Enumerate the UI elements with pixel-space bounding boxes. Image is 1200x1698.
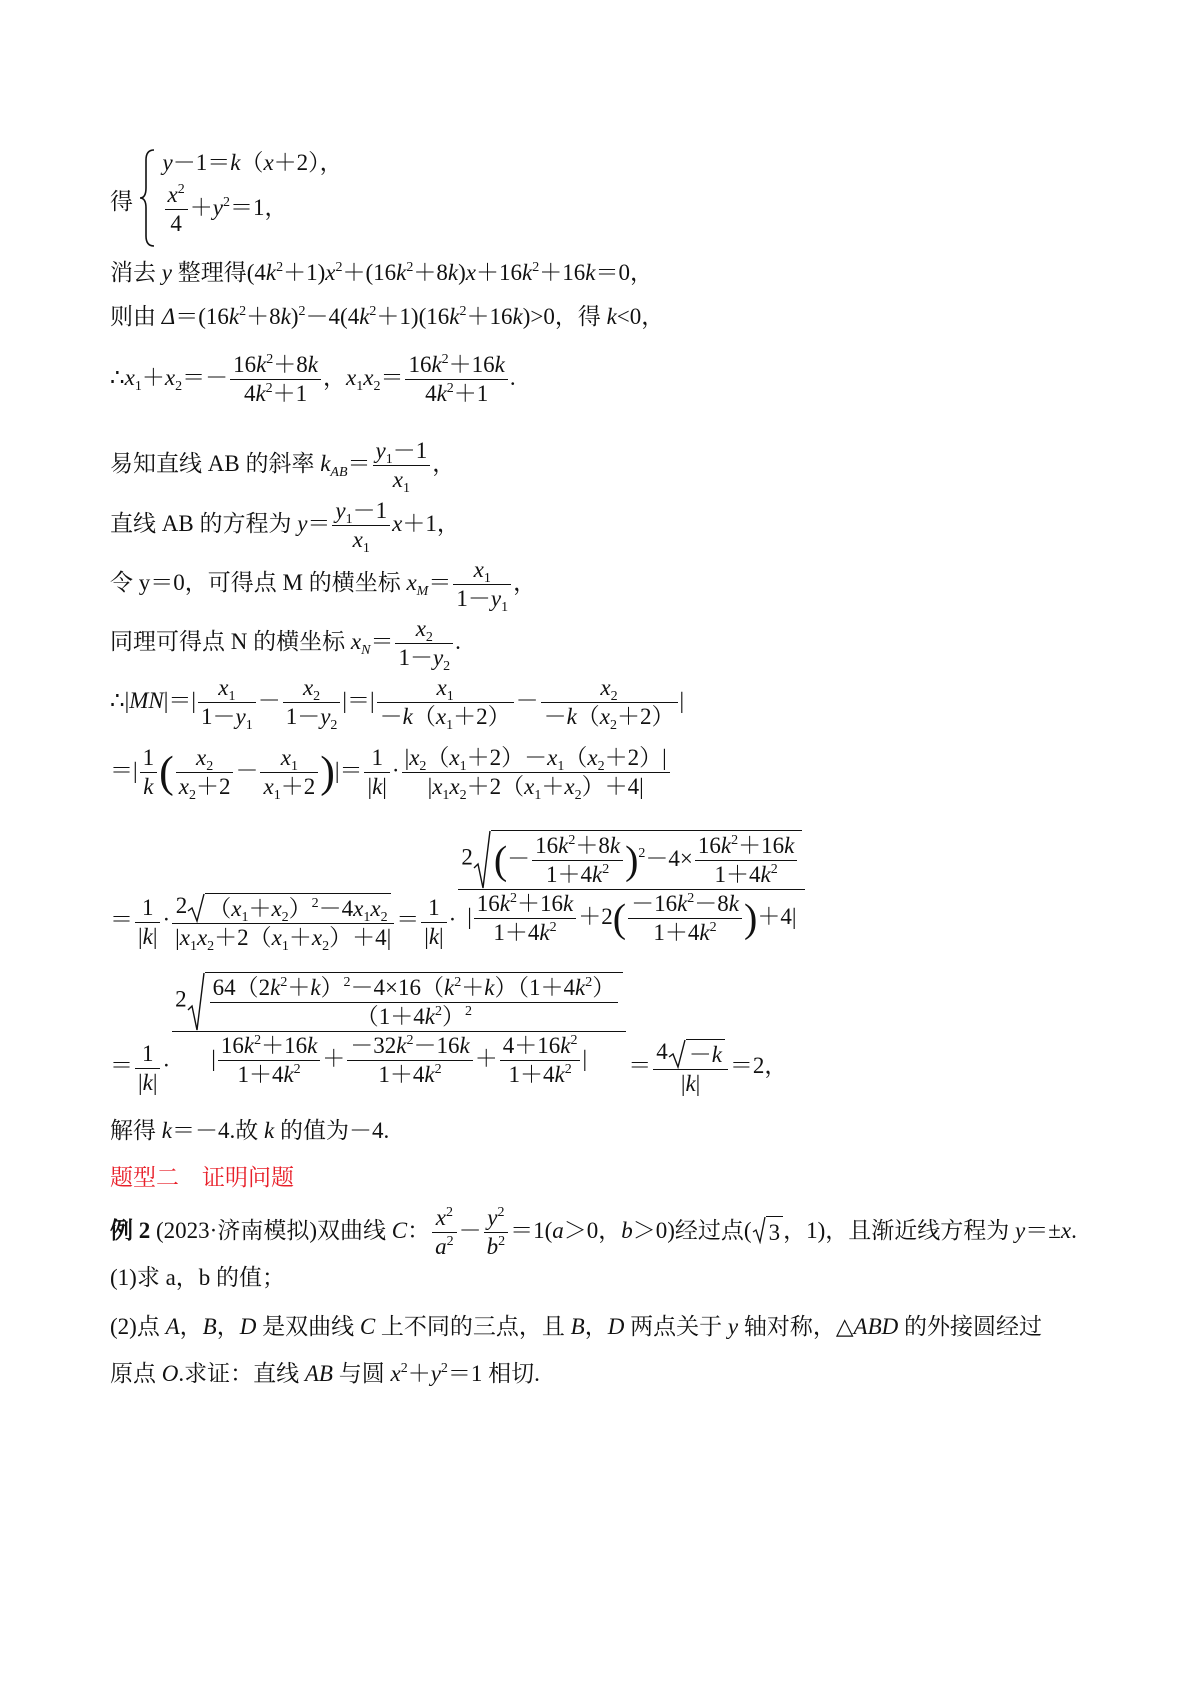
system-prefix: 得: [110, 189, 133, 214]
mn-length-line: ∴|MN|＝| $\frac{x_1}{1-y_1}$ － $\frac{x_2}{1-y_2}$ |＝| $\frac{x_1}{-k(x_1+2)}$ － $\frac{x_2}{-k(x_2+2)}$ |: [110, 675, 685, 733]
left-brace-icon: [139, 148, 157, 248]
point-n-text: 同理可得点 N 的横坐标: [110, 628, 346, 654]
point-m-text: 令 y＝0，可得点 M 的横坐标: [110, 569, 401, 595]
point-m-line: 令 y＝0，可得点 M 的横坐标 $x_M=$ $\frac{x_1}{1-y_1}$ ，: [110, 557, 537, 615]
elimination-line: 消去 y 整理得$(4k^2+1)x^2+(16k^2+8k)x+16k^2+16k=0$，: [110, 260, 653, 285]
mn-step3-line: ＝ $\frac{1}{|k|}$ · 2 $(x_1+x_2)^2-4x_1x_2$ $|x_1x_2+2(x_1+x_2)+4|$ ＝ $\frac{1}{|k|}$ · 2 (－ $\frac{16k^2+8k}{1+4k^2}$ )$^2$－4× $\frac{16k^2+16k}{1+4k^2}$ | $\frac{16k^2+16k}{1+4k^2}$ ＋2( $\frac{-16k^2-8k}{1+4k^2}$ )＋4|: [110, 830, 807, 946]
question-1: (1)求 a，b 的值；: [110, 1265, 286, 1290]
radical-icon: [187, 893, 205, 923]
discriminant-line: 则由 $\Delta=(16k^2+8k)^2-4(4k^2+1)(16k^2+16k)>0$，得 k<0，: [110, 304, 665, 329]
line-eq-text: 直线 AB 的方程为: [110, 510, 292, 536]
mn-step4-line: ＝ $\frac{1}{|k|}$ · 2 $\frac{64(2k^2+k)^2-4\times 16(k^2+k)(1+4k^2)}{(1+4k^2)^2}$ | $\frac{16k^2+16k}{1+4k^2}$ ＋ $\frac{-32k^2-16k}{1+4k^2}$ ＋ $\frac{4+16k^2}{1+4k^2}$ | ＝ 4 －k |k| ＝2，: [110, 972, 787, 1088]
radical-icon: [752, 1216, 766, 1244]
slope-line: 易知直线 AB 的斜率 $k_{AB}=$ $\frac{y_1-1}{x_1}$ ，: [110, 438, 456, 496]
section-title: 题型二 证明问题: [110, 1165, 294, 1191]
point-n-line: 同理可得点 N 的横坐标 $x_N=$ $\frac{x_2}{1-y_2}$ .: [110, 616, 461, 674]
radical-icon: [187, 972, 205, 1032]
slope-text: 易知直线 AB 的斜率: [110, 450, 315, 476]
example-label: 例 2: [110, 1217, 151, 1243]
system-equation-1: y－1＝k（x＋2），: [162, 150, 343, 175]
line-equation: 直线 AB 的方程为 y＝ $\frac{y_1-1}{x_1}$ x＋1，: [110, 498, 460, 556]
conclusion-line: 解得 k＝－4.故 k 的值为－4.: [110, 1118, 390, 1143]
radical-icon: [473, 830, 491, 890]
question-2-line-2: 原点 O.求证：直线 AB 与圆 $x^2+y^2=1$ 相切.: [110, 1361, 540, 1386]
radical-icon: [668, 1039, 686, 1069]
example-statement: 例 2 (2023·济南模拟)双曲线 C： $\frac{x^2}{a^2}$ － $\frac{y^2}{b^2}$ ＝1(a＞0，b＞0)经过点( 3 ，1)，且渐近线方程为 y＝±x.: [110, 1205, 1077, 1259]
equation-system: [110, 148, 343, 248]
mn-step2-line: ＝| $\frac{1}{k}$ ( $\frac{x_2}{x_2+2}$ － $\frac{x_1}{x_1+2}$ )|＝ $\frac{1}{|k|}$ · $\frac{|x_2(x_1+2)-x_1(x_2+2)|}{|x_1x_2+2(x_1+x_2)+4|}$: [110, 745, 672, 800]
vieta-line: $\therefore x_1+x_2=-$ $\frac{16k^2+8k}{4k^2+1}$ ，$x_1x_2=$ $\frac{16k^2+16k}{4k^2+1}$ .: [110, 352, 516, 406]
question-2-line-1: (2)点 A，B，D 是双曲线 C 上不同的三点，且 B，D 两点关于 y 轴对称，△ABD 的外接圆经过: [110, 1314, 1042, 1339]
system-equation-2: $\frac{x^2}{4}$ $+y^2=1$，: [163, 182, 343, 237]
